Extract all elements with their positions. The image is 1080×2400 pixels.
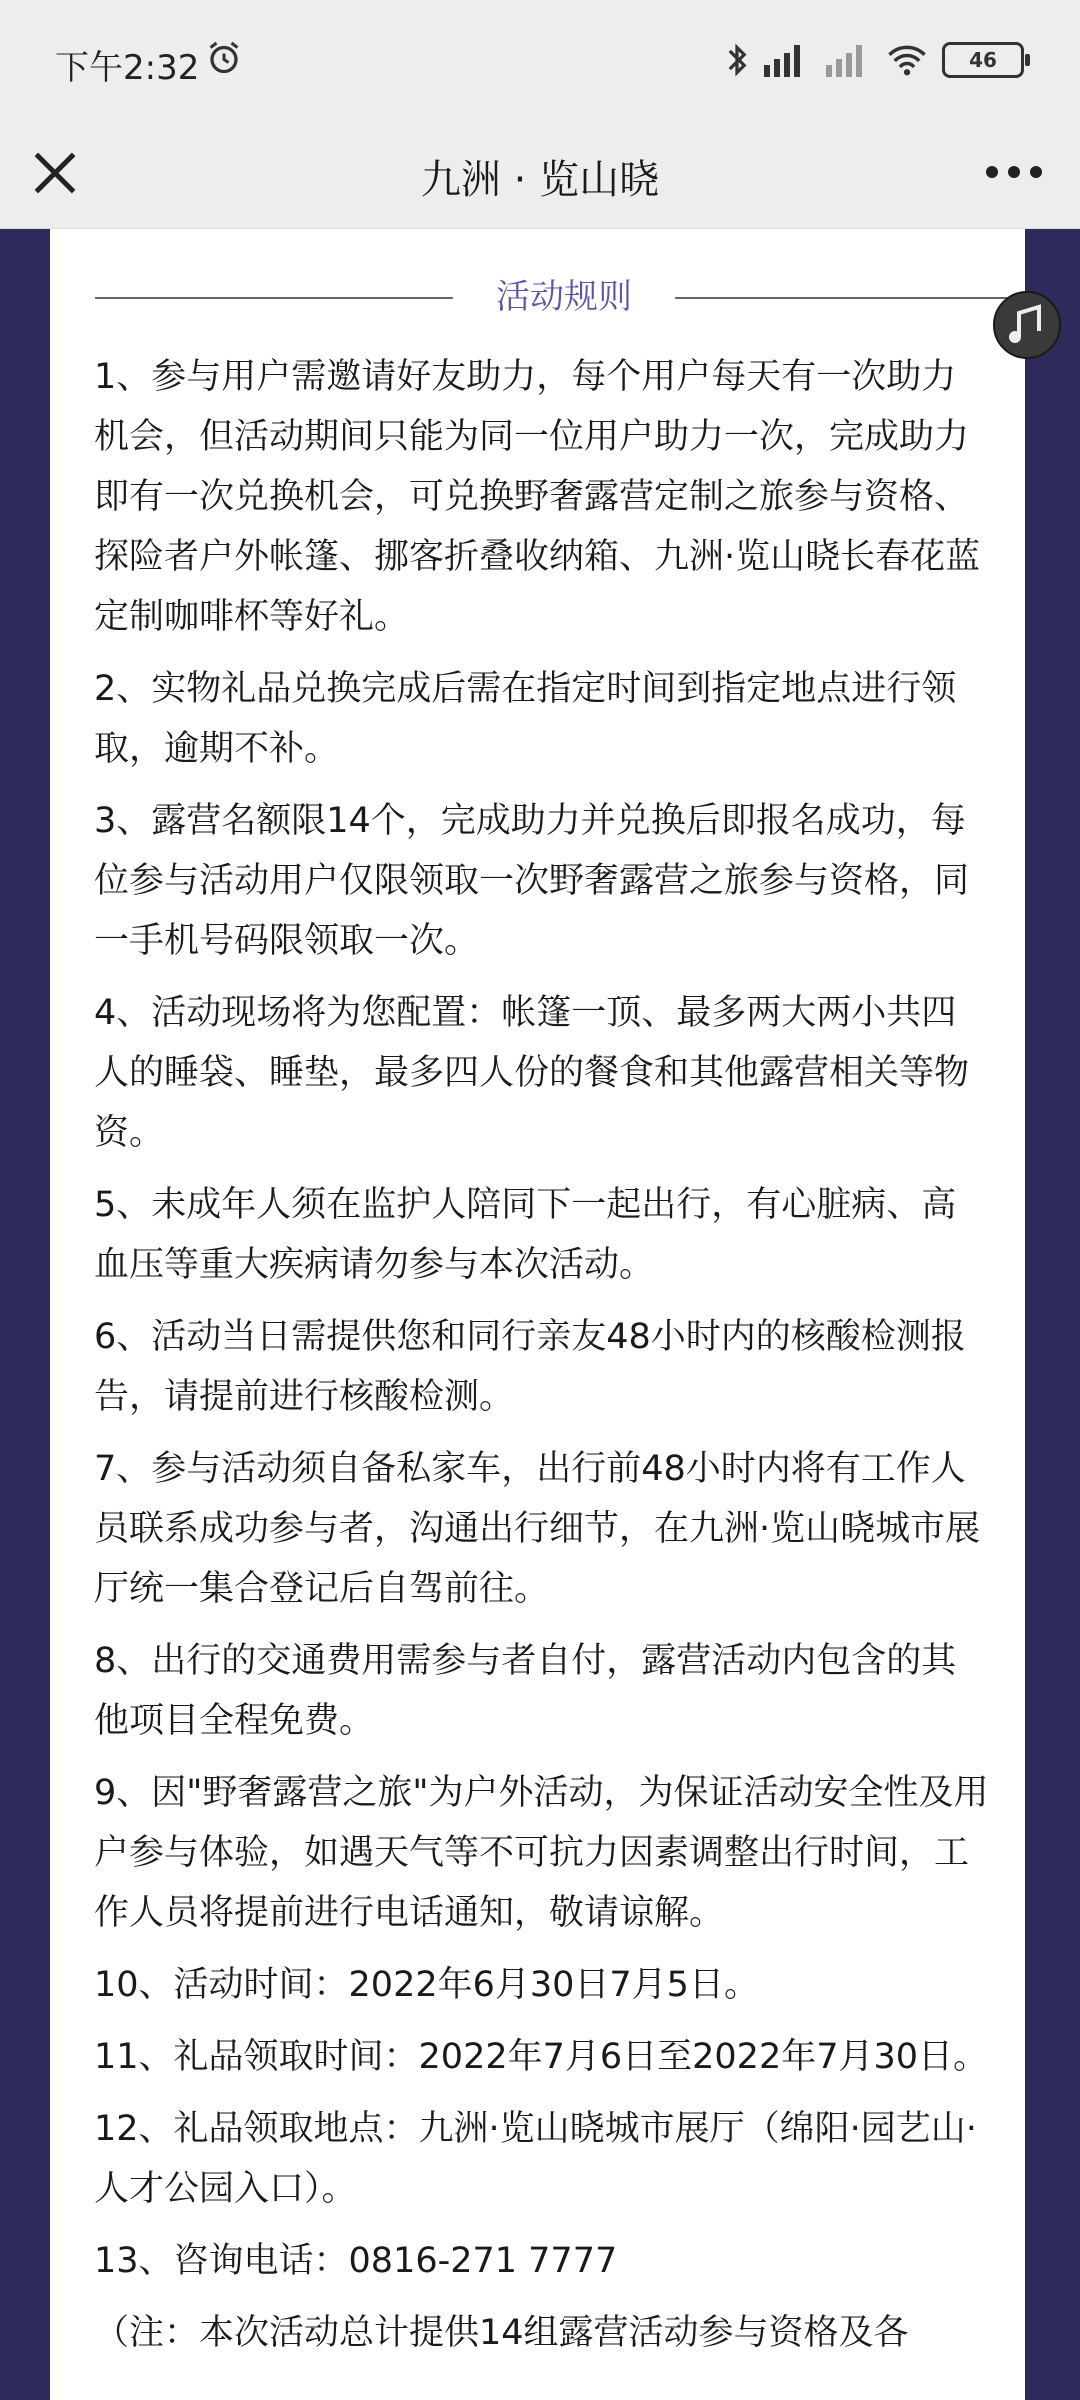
rule-item: 8、出行的交通费用需参与者自付，露营活动内包含的其他项目全程免费。 — [94, 1641, 957, 1741]
rule-item: 4、活动现场将为您配置：帐篷一顶、最多两大两小共四人的睡袋、睡垫，最多四人份的餐食和其他露营相关等物资。 — [94, 993, 970, 1153]
page-title: 九洲 · 览山晓 — [420, 157, 660, 203]
status-icons — [726, 40, 1024, 80]
section-title: 活动规则 — [496, 277, 632, 317]
status-time: 下午2:32 — [55, 48, 200, 88]
rule-item: 3、露营名额限14个，完成助力并兑换后即报名成功，每位参与活动用户仅限领取一次野奢露营之旅参与资格，同一手机号码限领取一次。 — [94, 801, 970, 961]
divider-left — [95, 297, 453, 299]
rule-item: 7、参与活动须自备私家车，出行前48小时内将有工作人员联系成功参与者，沟通出行细节，在九洲·览山晓城市展厅统一集合登记后自驾前往。 — [94, 1449, 981, 1609]
status-bar — [0, 0, 1080, 118]
rule-item: 6、活动当日需提供您和同行亲友48小时内的核酸检测报告，请提前进行核酸检测。 — [94, 1317, 966, 1417]
rule-item: （注：本次活动总计提供14组露营活动参与资格及各 — [94, 2313, 909, 2353]
rule-item: 11、礼品领取时间：2022年7月6日至2022年7月30日。 — [94, 2037, 989, 2077]
rule-item: 13、咨询电话：0816-271 7777 — [94, 2241, 618, 2281]
nav-bar — [0, 118, 1080, 229]
left-side-panel — [0, 229, 50, 2400]
battery-icon: 46 — [942, 42, 1024, 78]
rule-item: 1、参与用户需邀请好友助力，每个用户每天有一次助力机会，但活动期间只能为同一位用户助力一次，完成助力即有一次兑换机会，可兑换野奢露营定制之旅参与资格、探险者户外帐篷、挪客折叠收纳箱、九洲·览山晓长春花蓝定制咖啡杯等好礼。 — [94, 357, 981, 637]
signal-icon — [762, 43, 810, 77]
music-toggle-icon[interactable] — [993, 291, 1061, 359]
rule-item: 9、因"野奢露营之旅"为户外活动，为保证活动安全性及用户参与体验，如遇天气等不可抗力因素调整出行时间，工作人员将提前进行电话通知，敬请谅解。 — [94, 1773, 989, 1933]
right-side-panel — [1025, 229, 1080, 2400]
rule-item: 5、未成年人须在监护人陪同下一起出行，有心脏病、高血压等重大疾病请勿参与本次活动。 — [94, 1185, 957, 1285]
more-icon[interactable] — [980, 148, 1050, 198]
rule-item: 2、实物礼品兑换完成后需在指定时间到指定地点进行领取，逾期不补。 — [94, 669, 957, 769]
divider-right — [675, 297, 1015, 299]
rules-list — [94, 347, 990, 2375]
rules-card — [50, 229, 1025, 2400]
alarm-icon — [206, 40, 242, 76]
bluetooth-icon — [726, 42, 748, 78]
rule-item: 10、活动时间：2022年6月30日7月5日。 — [94, 1965, 759, 2005]
wifi-icon — [886, 43, 928, 77]
signal-icon — [824, 43, 872, 77]
section-header — [50, 267, 1025, 327]
rule-item: 12、礼品领取地点：九洲·览山晓城市展厅（绵阳·园艺山·人才公园入口）。 — [94, 2109, 977, 2209]
